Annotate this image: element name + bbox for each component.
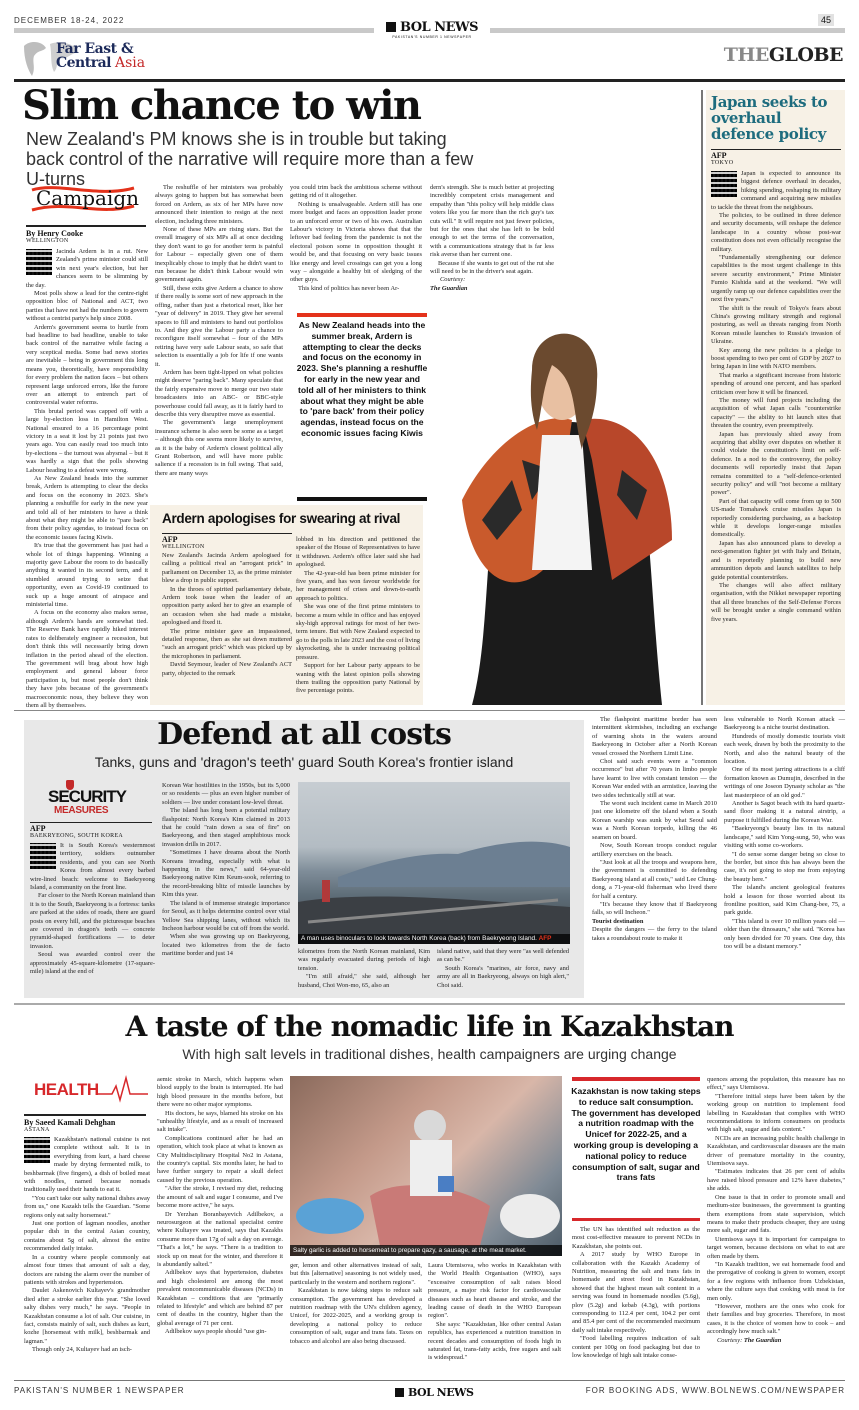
- paragraph: ger, lemon and other alternatives instead of salt, but this [alternative] seasoning is not widely used, particularly in the western and northern regions".: [290, 1262, 422, 1286]
- paragraph: "You can't take our salty national dishes away from us," one Kazakh tells the Guardian. "Some regions only eat salty horsemeat.": [24, 1194, 150, 1219]
- paragraph: Japan has previously shied away from acquiring that ability over disputes on whether it could violate the constitution's limit on self-defence. In a nod to the controversy, the policy documents will reportedly insist that Japan remains committed to a "self-defence-oriented security policy" and will "not become a military power".: [711, 430, 841, 497]
- paragraph: One of its most jarring attractions is a cliff formation known as Dumujin, described in the writings of one Joseon Dynasty scholar as "the last masterpiece of an old god.": [724, 766, 845, 799]
- health-kicker: [34, 1076, 144, 1106]
- paragraph: She says: "Kazakhstan, like other central Asian republics, has experienced a nutrition transition in recent decades and consumption of foods high in saturated fat, trans-fatty acids, free sugars and salt is widespread.": [428, 1320, 561, 1362]
- paragraph: Daulet Askenovich Kultayev's grandmother died after a stroke earlier this year. "She loved salty dishes very much," he says. "People in Kazakhstan consume a lot of salt. Our cuisine, in fact, consists mainly of salt, such dishes as kurt, kozhe [horsemeat with milk], beshbarmak and lagman.": [24, 1287, 150, 1345]
- footer-logo-mark: [395, 1388, 404, 1397]
- paragraph: Despite the dangers — the ferry to the island takes a roundabout route to make it: [592, 926, 717, 942]
- story1-headline: Slim chance to win: [22, 82, 421, 129]
- paragraph: Hundreds of mostly domestic tourists visit each week, drawn by both the proximity to the North, and also the natural beauty of the location.: [724, 732, 845, 766]
- paragraph: Laura Utemisova, who works in Kazakhstan with the World Health Organisation (WHO), says "excessive consumption of salt raises blood pressure, a major risk factor for cardiovascular diseases such as heart disease and stroke, and the leading cause of death in the WHO European region".: [428, 1262, 561, 1320]
- paragraph: None of these MPs are rising stars. But the overall imagery of six MPs all at once deciding they don't want to go for another term is painful for Labour – especially given one of them inexplicably chose to imply that he didn't want to run because he didn't think Labour would win government again.: [155, 226, 283, 284]
- paragraph: aemic stroke in March, which happens when blood supply to the brain is interrupted. He had high blood pressure in the months before, but there were no other major symptoms.: [157, 1076, 283, 1109]
- paragraph: "Therefore initial steps have been taken by the working group on nutrition to implement food labelling in Kazakhstan that complies with WHO recommendations to inform consumers on products with high salt, sugar and fats content.": [707, 1092, 845, 1134]
- story3-byline: [30, 824, 155, 840]
- story1-col1: [26, 248, 148, 709]
- paragraph: "Fundamentally strengthening our defence capabilities is the most urgent challenge in this severe security environment," Prime Minister Fumio Kishida said at the weekend. "We will urgently ramp up our defence capabilities over the next five years.": [711, 254, 841, 304]
- story4-col5: [707, 1076, 845, 1376]
- paragraph: New Zealand's Jacinda Ardern apologised for calling a political rival an "arrogant prick" in parliament on December 13, as the prime minister blew a drop in public support.: [162, 552, 292, 585]
- paragraph: dern's strength. She is much better at projecting incredibly competent crisis management and empathy than "this policy will help middle class voters like you far more than the rich guy's tax cuts will." It will require not just fewer policies, but for the ones that she has left to be bold enough to set the terms of the conversation, with a communications strategy that is far less risk averse than her current one.: [430, 184, 554, 259]
- paragraph: Though only 24, Kultayev had an isch-: [32, 1346, 132, 1354]
- sidebar-dateline: TOKYO: [711, 160, 734, 166]
- paragraph: When she was growing up on Baekryeong, located two kilometres from the de facto maritime border and just 14: [162, 933, 290, 958]
- paragraph: Utemisova says it is important for campaigns to target women, because decisions on what to eat are often made by them.: [707, 1235, 845, 1260]
- caption-credit: AFP: [538, 935, 552, 942]
- qr-code-icon[interactable]: [26, 249, 52, 275]
- photo-caption: [298, 934, 570, 944]
- paragraph: "This island is over 10 million years old — older than the dinosaurs," she said. "Korea has only been divided for 70 years. One day, this too will be a distant memory.": [724, 917, 845, 950]
- story3-col5: [724, 716, 845, 998]
- paragraph: "However, mothers are the ones who cook for their families and buy groceries. Therefore, in most cases, it is the choice of women how to cook – and accordingly how much salt.": [707, 1302, 845, 1336]
- meat-market-photo: [290, 1076, 562, 1256]
- paragraph: His doctors, he says, blamed his stroke on his "unhealthy lifestyle, and as a result of increased salt intake".: [157, 1109, 283, 1134]
- story2-headline: Ardern apologises for swearing at rival: [162, 511, 401, 526]
- paragraph: Kazakhstan's national cuisine is not complete without salt. It is in everything from kurt, a hard cheese made by drying fermented milk, to beshbarmak (five fingers), a dish of boiled meat with noodles, named because nomads traditionally used their hands to eat it.: [24, 1136, 150, 1194]
- bolnews-tagline: PAKISTAN'S NUMBER 1 NEWSPAPER: [392, 35, 472, 39]
- story4-headline: A taste of the nomadic life in Kazakhstan: [125, 1010, 734, 1043]
- story3-col4: [592, 716, 717, 998]
- heartbeat-icon: [98, 1076, 148, 1102]
- paragraph: The island has long been a potential military flashpoint: North Korea's Kim claimed in 2013 that he could "rain down a sea of fire" on Baekryeong, and then staged amphibious mock invasion drills in 2017.: [162, 807, 290, 848]
- masthead-rule-right: [490, 28, 845, 33]
- paragraph: Adilbekov says that hypertension, diabetes and high cholesterol are among the most prevalent noncommunicable diseases (NCDs) in Kazakhstan – conditions that are "primarily related to lifestyle" and which are behind 87 per cent of deaths in the country, higher than the global average of 71 per cent.: [157, 1269, 283, 1327]
- paragraph: Ardern has been tight-lipped on what policies might deserve "paring back". Many speculate that the fairly expensive move to merge our two state broadcasters into an ABC- or BBC-style powerhouse could fall away, as it is fairly hard to describe this very disruptive move as essential.: [155, 368, 283, 418]
- campaign-kicker-text: Campaign: [36, 186, 139, 210]
- story4-pullquote-bottom-bar: [572, 1218, 700, 1221]
- paragraph: NCDs are an increasing public health challenge in Kazakhstan, and cardiovascular diseases are the main driver of premature mortality in the country, Utemisova says.: [707, 1134, 845, 1168]
- baekryeong-photo: [298, 782, 570, 944]
- paragraph: As New Zealand heads into the summer break, Ardern is attempting to clear the decks and focus on the economy in 2023. She's planning a reshuffle for early in the new year and told all of her ministers to have a think about what they might be able to "pare back" from their policy agendas, to instead focus on the economic issues facing Kiwis.: [26, 474, 148, 541]
- paragraph: you could trim back the ambitious scheme without getting rid of it altogether.: [290, 184, 422, 200]
- paragraph: quences among the population, this measure has no effect," says Utemisova.: [707, 1076, 845, 1092]
- paragraph: The changes will also affect military organisation, with the Nikkei newspaper reporting that all three branches of the Self-Defense Forces will be brought under a single command within five years.: [711, 581, 841, 623]
- bolnews-logo[interactable]: [378, 18, 486, 39]
- sidebar-body: [711, 170, 841, 700]
- story2-dateline: WELLINGTON: [162, 544, 205, 550]
- story4-photo-caption: Salty garlic is added to horsemeat to prepare qazy, a sausage, at the meat market.: [290, 1245, 562, 1256]
- qr-code-icon[interactable]: [711, 171, 737, 197]
- qr-code-icon[interactable]: [30, 843, 56, 869]
- story3-source: AFP: [30, 824, 46, 833]
- paragraph: The prime minister gave an impassioned, detailed response, then as she sat down muttered "such an arrogant prick" which was picked up by the microphones in parliament.: [162, 627, 292, 660]
- paragraph: less vulnerable to North Korean attack — Baekryeong is a niche tourist destination.: [724, 716, 845, 732]
- paragraph: Dr Yerzhan Boranbayevich Adilbekov, a neurosurgeon at the national specialist centre where Kultayev was treated, says that Kazakhs consume more than 17g of salt a day on average. "That's a lot," he says. "There is a tradition to stock up on meat for the winter, and therefore it is abundantly salted.": [157, 1210, 283, 1268]
- paragraph: The policies, to be outlined in three defence and security documents, will reshape the defence landscape in a country whose post-war constitution does not even officially recognise the military.: [711, 212, 841, 253]
- paragraph: This brutal period was capped off with a large by-election loss in Hamilton West. National ensured to a 16 percentage point victory in a seat it lost by 21 points just two years ago. You can easily read too much into by-elections – the turnout was abysmal – but it was hardly a sign that the polls showing Labour heading to a defeat were wrong.: [26, 407, 148, 474]
- paragraph: The government's large unemployment insurance scheme is also seen be some as a target – although this one seems more likely to survive, as it is the baby of Ardern's closest political ally Grant Robertson, and will have more public salience if a recession is in full swing. That said, there are many ways: [155, 419, 283, 477]
- footer-rule: [14, 1380, 845, 1381]
- story4-byline: [24, 1118, 149, 1134]
- masthead-rule-left: [14, 28, 374, 33]
- paragraph: "I do sense some danger being so close to the border, but since this has always been the case, it's not going to stop me from enjoying the beauty here.": [724, 850, 845, 883]
- tourist-subhead: Tourist destination: [592, 917, 644, 925]
- story2-col1: [162, 552, 292, 702]
- paragraph: One issue is that in order to promote small and medium-size businesses, the government is granting them exemptions from state supervision, which means to make their products cheaper, they are using more salt, sugar and fats.: [707, 1193, 845, 1235]
- story2-source: AFP: [162, 535, 178, 544]
- byline-rule: [26, 225, 146, 227]
- issue-date: DECEMBER 18-24, 2022: [14, 16, 125, 25]
- sidebar-source: AFP: [711, 151, 727, 160]
- story4-top-rule: [14, 1003, 845, 1005]
- paragraph: The money will fund projects including the acquisition of what Japan calls "counterstrike capacity" — the ability to hit launch sites that threaten the country, even preemptively.: [711, 396, 841, 430]
- paragraph: In the throes of spirited parliamentary debate, Ardern took issue when the leader of an opposition party asked her to give an example of an occasion when she had made a mistake, apologised and fixed it.: [162, 585, 292, 627]
- paragraph: Still, these exits give Ardern a chance to show if there really is some sort of new approach in the offing, rather than just a rhetorical reset, like her "year of delivery" in 2019. They give her several spaces to fill and ministers to hand out portfolios to. And they give the Labour party a chance to reconfigure itself somewhat – four of the MPs retiring have very safe Labour seats, so safe that selection is essentially a job for life if one wants it.: [155, 284, 283, 368]
- story4-courtesy-label: Courtesy:: [717, 1336, 743, 1344]
- paragraph: Choi said such events were a "common occurrence" but after 70 years in limbo people have learnt to live with constant tension — the Korean War ended with an armistice, leaving the two sides technically still at war.: [592, 758, 717, 799]
- story1-byline: [26, 229, 146, 245]
- bolnews-logo-text: BOL NEWS: [400, 20, 478, 35]
- the-globe-the: THE: [723, 44, 769, 66]
- page-number: 45: [818, 14, 834, 26]
- footer-logo-text: BOL NEWS: [408, 1386, 474, 1399]
- story1-col3: [290, 184, 422, 308]
- paragraph: The island's ancient geological features hold a lesson for those worried about its frontline position, said Kim Chang-bee, 75, a park guide.: [724, 884, 845, 917]
- courtesy-label: Courtesy:: [440, 276, 466, 284]
- paragraph: "Baekryeong's beauty lies in its natural landscape," said Kim Yong-sung, 50, who was visiting with some co-workers.: [724, 825, 845, 850]
- paragraph: "After the stroke, I revised my diet, reducing the amount of salt and sugar I consume, and I've become more active," he says.: [157, 1185, 283, 1210]
- courtesy-source: The Guardian: [430, 284, 468, 292]
- story3-subhead: Tanks, guns and 'dragon's teeth' guard South Korea's frontier island: [94, 754, 514, 770]
- paragraph: Just one portion of lagman noodles, another popular dish in the central Asian country, contains about 5g of salt, almost the entire recommended daily intake.: [24, 1220, 150, 1253]
- paragraph: "Estimates indicates that 26 per cent of adults have raised blood pressure and 12% have diabetes," she adds.: [707, 1168, 845, 1193]
- paragraph: Far closer to the North Korean mainland than it is to the South, Baekryeong is a fortress: tanks are parked at the sides of roads, there are guard posts on every hill, and the picturesque beaches are covered in dragon's teeth — concrete pyramid-shaped fortifications — to deter invasion.: [30, 892, 155, 950]
- sidebar-headline: Japan seeks to overhaul defence policy: [711, 93, 828, 143]
- paragraph: "Food labelling requires indication of salt content per 100g on food packaging but due to low knowledge of high salt intake conse-: [572, 1335, 700, 1360]
- paragraph: Most polls show a lead for the centre-right opposition bloc of National and ACT, two parties that have not had the numbers to govern without a centrist party's help since 2008.: [26, 290, 148, 323]
- section-logo-the-globe: [724, 44, 843, 66]
- paragraph: The 42-year-old has been prime minister for five years, and has won favour worldwide for her management of crises and down-to-earth approach to politics.: [296, 569, 420, 602]
- story4-courtesy-source: The Guardian: [743, 1336, 782, 1344]
- paragraph: In a country where people commonly eat almost four times that amount of salt a day, doctors are raising the alarm over the number of patients with strokes and hypertension.: [24, 1253, 150, 1286]
- paragraph: Japan has also announced plans to develop a next-generation fighter jet with Italy and Britain, and is reportedly planning to build new ammunition depots and launch satellites to help guide potential counterstrikes.: [711, 539, 841, 581]
- campaign-kicker: [28, 184, 138, 214]
- security-measures-kicker: [48, 780, 148, 820]
- paragraph: Nothing is unsalvageable. Ardern still has one more budget and faces an opposition leader prone to an unforced error or two of his own. Australian Labour's victory in Victoria shows that that the leftover bad feeling from the pandemic is not the electoral poison some in opposition thought it would be, and that focusing on very basic issues like energy and level crossings can get you a long way – alongside a healthy bit of sledging of the other guys.: [290, 200, 422, 284]
- paragraph: That marks a significant increase from historic spending of around one percent, and has sparked criticism over how it will be financed.: [711, 371, 841, 396]
- paragraph: "I'm still afraid," she said, although her husband, Choi Won-mo, 65, also an: [298, 973, 430, 989]
- paragraph: "In Kazakh tradition, we eat homemade food and the prerogative of cooking is given to women, except for a few regions with influence from Uzbekistan, where the culture says that cooking with meat is for men only.: [707, 1260, 845, 1302]
- paragraph: Kazakhstan is now taking steps to reduce salt consumption. The government has developed a nutrition roadmap with the UN's children agency, Unicef, for 2022-2025, and a working group is developing a national policy to reduce consumption of salt, sugar and trans fats. Taxes on tobacco and alcohol are also being discussed.: [290, 1287, 422, 1345]
- paragraph: Now, South Korean troops conduct regular artillery exercises on the beach.: [592, 842, 717, 858]
- story4-under-right: [428, 1262, 561, 1376]
- paragraph: Ardern's government seems to hurtle from bad headline to bad headline, unable to take back control of the narrative while facing a very sceptical media. Some bad news stories are inevitable – being in government this long means you, theoretically, have responsibility for every problem the nation faces – but others represent large unforced errors, like the furore over an attempt to entrench part of controversial water reforms.: [26, 323, 148, 407]
- story2-byline: [162, 535, 292, 551]
- story3-col1: [30, 842, 155, 992]
- security-kicker-line1: SECURITY: [48, 787, 126, 806]
- story4-col2: [157, 1076, 283, 1376]
- paragraph: Complications continued after he had an operation, which took place at what is known as City Multidisciplinary Hospital No2 in Astana, the country's capital. Six months later, he had to have further surgery to repair a skull defect caused by the previous operation.: [157, 1134, 283, 1184]
- story4-subhead: With high salt levels in traditional dishes, health campaigners are urging change: [182, 1046, 677, 1062]
- story3-under-right: [437, 948, 569, 992]
- story1-subhead: New Zealand's PM knows she is in trouble but taking back control of the narrative will require more than a few U-turns: [26, 129, 474, 189]
- paragraph: Japan is expected to announce its biggest defence overhaul in decades, hiking spending, reshaping its military command and acquiring new missiles to tackle the threat from the neighbours.: [711, 170, 841, 211]
- paragraph: Support for her Labour party appears to be waning with the latest opinion polls showing them trailing the opposition party National by five percentage points.: [296, 662, 420, 695]
- story4-pullquote: Kazakhstan is now taking steps to reduce salt consumption. The government has developed a nutrition roadmap with the Unicef for 2022-25, and a working group is developing a national policy to reduce consumption of salt, sugar and trans fats: [571, 1086, 701, 1183]
- story4-dateline: ASTANA: [24, 1127, 50, 1133]
- dateline: WELLINGTON: [26, 238, 69, 244]
- story3-byline-rule: [30, 822, 152, 823]
- paragraph: Part of that capacity will come from up to 500 US-made Tomahawk cruise missiles Japan is reportedly considering purchasing, as a backstop while it develops longer-range missiles domestically.: [711, 497, 841, 539]
- paragraph: A 2017 study by WHO Europe in collaboration with the Kazakh Academy of Nutrition, measuring the salt and trans fats in homemade and street food in Kazakhstan, showed that the highest mean salt content in a serving was found in homemade noodles (5.6g), plov (5.2g) and kebab (4.3g), with portions corresponding to 112.4 per cent, 104.2 per cent and 85.4 per cent of the recommended maximum daily salt intake respectively.: [572, 1251, 700, 1334]
- paragraph: The worst such incident came in March 2010 just one kilometre off the island when a South Korean warship was sunk by what Seoul said was a North Korean torpedo, killing the 46 seamen on board.: [592, 800, 717, 841]
- paragraph: island native, said that they were "as well defended as can be.": [437, 948, 569, 964]
- island-landscape-illustration: [298, 782, 570, 944]
- story1-pullquote: As New Zealand heads into the summer break, Ardern is attempting to clear the decks and focus on the economy in 2023. She's planning a reshuffle for early in the new year and told all of her ministers to think about what they might be able to 'pare back' from their policy agendas, instead focus on the economic issues facing Kiwis: [296, 320, 428, 438]
- author-name: By Henry Cooke: [26, 229, 83, 238]
- paragraph: It is South Korea's westernmost territory, soldiers outnumber residents, and you can see North Korea from almost every barbed wire-lined beach: welcome to Baekryeong Island, a community on the front line.: [30, 842, 155, 892]
- story3-col2: [162, 782, 290, 992]
- paragraph: Adilbekov says people should "use gin-: [165, 1328, 267, 1336]
- story4-col4: [572, 1226, 700, 1376]
- paragraph: Because if she wants to get out of the rut she will need to be in the driver's seat again.: [430, 259, 554, 276]
- pullquote-top-bar: [297, 313, 427, 317]
- health-kicker-text: HEALTH: [34, 1080, 99, 1099]
- story3-dateline: BAEKRYEONG, SOUTH KOREA: [30, 833, 124, 839]
- story2-byline-rule: [162, 533, 292, 534]
- paragraph: Key among the new policies is a pledge to boost spending to two per cent of GDP by 2027 to bring Japan in line with NATO members.: [711, 346, 841, 371]
- paragraph: lobbed in his direction and petitioned the speaker of the House of Representatives to have it withdrawn. Ardern's office later said she had apologised.: [296, 536, 420, 569]
- paragraph: Korean War hostilities in the 1950s, but its 5,000 or so residents — plus an even higher number of soldiers — live under constant low-level threat.: [162, 782, 290, 806]
- sidebar-byline: [711, 151, 841, 167]
- story4-col1: [24, 1136, 150, 1376]
- section-title-asia: Asia: [114, 55, 146, 71]
- ardern-figure-illustration: [432, 300, 694, 705]
- paragraph: The flashpoint maritime border has seen intermittent skirmishes, including an exchange of warning shots in the waters around Baekryeong in October after a North Korean vessel crossed the Northern Limit Line.: [592, 716, 717, 757]
- paragraph: kilometres from the North Korean mainland, Kim was regularly evacuated during periods of high tension.: [298, 948, 430, 972]
- paragraph: A focus on the economy also makes sense, although Ardern's hands are somewhat tied. The Reserve Bank have rapidly hiked interest rates to deliberately engineer a recession, but don't think this will necessarily bring down inflation in the period ahead of the election. The government will brag about how high employment and general labour force participation is, but most people don't think they have jobs because of the government's macroeconomic nous, they believe they won them all by themselves.: [26, 609, 148, 709]
- footer-booking-link[interactable]: FOR BOOKING ADS, WWW.BOLNEWS.COM/NEWSPAPER: [585, 1386, 845, 1395]
- section-title-far: Far East &: [56, 41, 134, 57]
- paragraph: Jacinda Ardern is in a rut. New Zealand's prime minister could still win next year's election, but her chances seem to be slimming by the day.: [26, 248, 148, 289]
- paragraph: "Sometimes I have dreams about the North Koreans invading, especially with what is happening in the news," said 64-year-old Baekryeong native Kim Keum-sook, referring to the record-breaking blitz of missile launches by Kim this year.: [162, 849, 290, 899]
- footer-left-text: PAKISTAN'S NUMBER 1 NEWSPAPER: [14, 1386, 185, 1395]
- story3-headline: Defend at all costs: [157, 717, 451, 752]
- story2-col2: [296, 536, 420, 702]
- story1-col4: [430, 184, 554, 302]
- paragraph: "Just look at all the troops and weapons here, the government is committed to defending Baekryeong island at all costs," said Lee Chung-dong, a 71-year-old fisherman who lived there for half a century.: [592, 858, 717, 900]
- paragraph: The reshuffle of her ministers was probably always going to happen but has somewhat been forced on Ardern, as six of her MPs have now announced their intention to resign at the next election, including three ministers.: [155, 184, 283, 225]
- paragraph: David Seymour, leader of New Zealand's ACT party, objected to the remark: [162, 661, 292, 677]
- paragraph: This kind of politics has never been Ar-: [298, 284, 400, 292]
- story4-byline-rule: [24, 1114, 146, 1116]
- sidebar-divider: [701, 90, 703, 705]
- story4-author: By Saeed Kamali Dehghan: [24, 1118, 116, 1127]
- bolnews-logo-mark: [386, 22, 396, 32]
- story4-under-left: [290, 1262, 422, 1376]
- qr-code-icon[interactable]: [24, 1137, 50, 1163]
- ardern-photo: [432, 300, 694, 705]
- paragraph: South Korea's "marines, air force, navy and army are all in Baekryeong, always on high alert," Choi said.: [437, 964, 569, 989]
- paragraph: The UN has identified salt reduction as the most cost-effective measure to prevent NCDs in Kazakhstan, she points out.: [572, 1226, 700, 1250]
- security-kicker-line2: MEASURES: [54, 805, 109, 816]
- paragraph: She was one of the first prime ministers to become a mum while in office and has enjoyed sky-high approval ratings for most of her two-term tenure. But with New Zealand expected to go to the polls in late 2023 and the cost of living skyrocketing, she is under increasing political pressure.: [296, 603, 420, 661]
- story3-top-rule: [14, 710, 845, 711]
- story4-pullquote-top-bar: [572, 1077, 700, 1081]
- story3-under-left: [298, 948, 430, 992]
- section-title-central: Central: [56, 55, 111, 71]
- paragraph: "It's because they know that if Baekryeong falls, so will Incheon.": [592, 900, 717, 917]
- meat-market-illustration: [290, 1076, 562, 1256]
- story1-col2: [155, 184, 283, 502]
- paragraph: Seoul was awarded control over the approximately 45-square-kilometre (17-square-mile) island at the end of: [30, 951, 155, 976]
- pullquote-bottom-bar: [297, 497, 427, 501]
- paragraph: The island is of immense strategic importance for Seoul, as it helps determine control over vital Yellow Sea shipping lanes, without which its Incheon harbour would be cut off from the world.: [162, 899, 290, 932]
- paragraph: It's true that the government has just had a whole lot of things happening. Winning a majority gave Labour the room to do basically anything it wanted in its second term, and it stumbled around trying to seize that opportunity, even as Covid-19 continued to suck up a huge amount of airspace and ministerial time.: [26, 542, 148, 609]
- caption-text: A man uses binoculars to look towards North Korea (back) from Baekryeong Island.: [301, 935, 537, 942]
- the-globe-globe: GLOBE: [768, 44, 843, 66]
- sidebar-byline-rule: [711, 149, 841, 150]
- paragraph: Another is Sagot beach with its hard quartz-sand floor making it a natural airstrip, a purpose it fulfilled during the Korean War.: [724, 800, 845, 824]
- paragraph: The shift is the result of Tokyo's fears about China's growing military strength and regional posturing, as well as threats ranging from North Korean missile launches to Russia's invasion of Ukraine.: [711, 304, 841, 346]
- footer-logo[interactable]: [395, 1383, 473, 1401]
